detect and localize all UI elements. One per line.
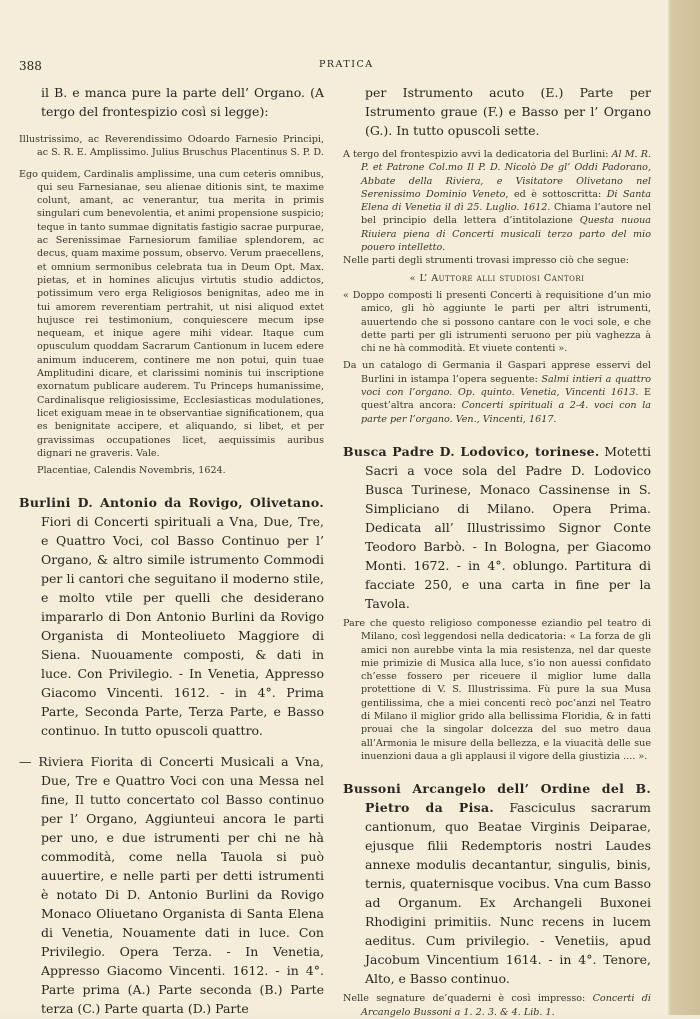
dedication-address: Illustrissimo, ac Reverendissimo Odoardo Farnesio Principi, ac S. R. E. Amplissimo. Julius Bruschus Placentinus S. P. D. xyxy=(19,134,324,159)
note-text: A tergo del frontespizio avvi la dedicatoria del Burlini: xyxy=(343,149,612,160)
dedication-body: Ego quidem, Cardinalis amplissime, una cum ceteris omnibus, qui seu Farnesianae, seu alienae ditionis sint, te maxime colunt, amant, ac venerantur, tua merita in primis singulari cum benevolentia, et animi propensione suspicio; teque in tanto summae dignitatis fastigio sacrae purpurae, ac Serenissimae Farnesiorum familiae splendorem, ac decus, quam maxime possum, observo. Verum praecellens, et omnium sermonibus celebrata tua in Deum Opt. Max. pietas, et in homines alicujus virtutis studio addictos, potissimum vero erga Religiosos benignitas, adeo me in tui amorem reverentiam pertrahit, ut nisi aliquod extet hujusce rei testimonium, conquiescere mecum ipse nequeam, et inique agere mihi videar. Itaque cum opusculum quoddam Sacrarum Cantionum in lucem edere animum inducerem, continere me non potui, quin tuae Amplitudini dicare, et clarissimi nominis tui inscriptione exornatum publicare auderem. Tu Princeps humanissime, Cardinalisque religiosissime, Ecclesiasticas modulationes, licet exiguam meae in te observantiae significationem, qua es benignitate accipere, et aliquando, si libet, et per gravissimas occupationes licet, aequissimis auribus dignari ne graveris. Vale. xyxy=(19,168,324,459)
entry-busca xyxy=(343,442,651,613)
entry-heading: Burlini D. Antonio da Rovigo, Olivetano. xyxy=(19,495,324,511)
note-italic: Al M. R. P. et Patrone Col.mo Il P. D. Nicolò De gl’ Oddi Padorano, Abbate della Riviera, e Visitatore Olivetano nel Serenissimo Dominio Veneto xyxy=(361,149,651,200)
entry-text: Motetti Sacri a voce sola del Padre D. Lodovico Busca Turinese, Monaco Cassinense in S. Simpliciano di Milano. Opera Prima. Dedicata all’ Illustrissimo Signor Conte Teodoro Barbò. - In Bologna, per Giacomo Monti. 1672. - in 4°. oblungo. Partitura di facciate 250, e una carta in fine per la Tavola. xyxy=(365,443,651,611)
running-title: PRATICA xyxy=(319,59,374,70)
note-busca: Pare che questo religioso componesse eziandio pel teatro di Milano, così leggendosi nella dedicatoria: « La forza de gli amici non aurebbe vinta la mia resistenza, nel dar queste mie primizie di Musica alla luce, s’io non auessi confidato ch’esse fossero per riceuere il miglior lume dalla protettione di V. S. Illustrissima. Fù pure la sua Musa gentilissima, che a miei concenti recò poc’anzi nel Teatro di Milano il miglior grido alla bellissima Floridia, & in fatti prouai che la singolar dolcezza del suo metro daua all’Armonia le misure della bellezza, e la viuacità delle sue inuenzioni daua a gli applausi il vigore della giustizia .... ». xyxy=(343,617,651,762)
note-text: . Chiama l’autore nel bel principio della lettera d’intitolazione xyxy=(361,202,651,227)
note-italic: Salmi intieri a quattro voci con l’organo. Op. quinto. Venetia, Vincenti 1613 xyxy=(361,373,652,399)
note-italic: Questa nuoua Riuiera piena di Concerti musicali terzo parto del mio pouero intelletto. xyxy=(361,215,651,254)
page-number: 388 xyxy=(19,59,42,73)
continuation-paragraph: per Istrumento acuto (E.) Parte per Istrumento graue (F.) e Basso per l’ Organo (G.). In tutto opuscoli sette. xyxy=(365,85,651,138)
note-italic: Concerti spirituali a 2-4. voci con la parte per l’organo. Ven., Vincenti, 1617. xyxy=(361,400,651,425)
entry-heading: Bussoni Arcangelo dell’ Ordine del B. Pietro da Pisa. xyxy=(343,781,651,816)
page-edge xyxy=(668,0,700,1015)
note-text: Nelle segnature de’quaderni è così impresso: xyxy=(343,993,593,1005)
entry-heading: Busca Padre D. Lodovico, torinese. xyxy=(343,443,600,459)
entry-burlini xyxy=(19,493,324,740)
entry-bussoni xyxy=(343,779,651,988)
note-text: Da un catalogo di Germania il Gaspari apprese esservi del Burlini in istampa l’opera seguente: xyxy=(343,360,651,385)
right-column xyxy=(343,83,651,1019)
quote-body: « Doppo composti li presenti Concerti à requisitione d’un mio amico, gli hò aggiunte le parti per altri istrumenti, auuertendo che si possono cantare con le voci sole, e che dette parti per gli istrumenti seruono per più vaghezza à chi ne hà commodità. Et viuete contenti ». xyxy=(343,289,651,355)
note-text: , ed è sottoscritta: xyxy=(505,188,607,200)
note-dedicatoria xyxy=(343,148,651,254)
entry-text: Fiori di Concerti spirituali a Vna, Due, Tre, e Quattro Voci, col Basso Continuo per l’ Organo, & altro simile istrumento Commodi per li cantori che seguitano il moderno stile, e molto vtile per quelli che desiderano impararlo di Don Antonio Burlini da Rovigo Organista di Monteoliueto Maggiore di Siena. Nuouamente composti, & dati in luce. Con Privilegio. - In Venetia, Appresso Giacomo Vincenti. 1612. - in 4°. Prima Parte, Seconda Parte, Terza Parte, e Basso continuo. In tutto opuscoli quattro. xyxy=(41,514,324,739)
note-italic: Di Santa Elena di Venetia il dì 25. Luglio. 1612 xyxy=(361,188,651,214)
dedication-date: Placentiae, Calendis Novembris, 1624. xyxy=(37,465,226,477)
note-italic: Concerti di Arcangelo Bussoni a 1. 2. 3. & 4. Lib. 1. xyxy=(361,993,651,1018)
note-catalog xyxy=(343,359,651,425)
continuation-paragraph: il B. e manca pure la parte dell’ Organo. (A tergo del frontespizio così si legge): xyxy=(41,85,324,119)
quote-title: « L’ Auttore alli studiosi Cantori xyxy=(409,272,585,284)
entry-text: Fasciculus sacrarum cantionum, quo Beatae Virginis Deiparae, ejusque filii Redemptoris nostri Laudes annexe modulis decantantur, singulis, binis, ternis, quaternisque vocibus. Vna cum Basso ad Organum. Ex Archangeli Buxonei Rhodigini primitiis. Nunc recens in lucem aeditus. Cum privilegio. - Venetiis, apud Jacobum Vincentium 1614. - in 4°. Tenore, Alto, e Basso continuo. xyxy=(365,800,652,987)
note-text: . E quest’altra ancora: xyxy=(361,387,651,412)
entry-riviera: — Riviera Fiorita di Concerti Musicali a Vna, Due, Tre e Quattro Voci con una Messa nel fine, Il tutto concertato col Basso continuo per l’ Organo, Aggiunteui ancora le parti per uno, e due istrumenti per chi ne hà commodità, come nella Tauola si può auuertire, e nelle parti per detti istrumenti è notato Di D. Antonio Burlini da Rovigo Monaco Oliuetano Organista di Santa Elena di Venetia, Nouamente dati in luce. Con Privilegio. Opera Terza. - In Venetia, Appresso Giacomo Vincenti. 1612. - in 4°. Parte prima (A.) Parte seconda (B.) Parte terza (C.) Parte quarta (D.) Parte xyxy=(19,754,324,1017)
left-column xyxy=(19,83,324,1018)
note-parts: Nelle parti degli strumenti trovasi impresso ciò che segue: xyxy=(343,255,629,267)
